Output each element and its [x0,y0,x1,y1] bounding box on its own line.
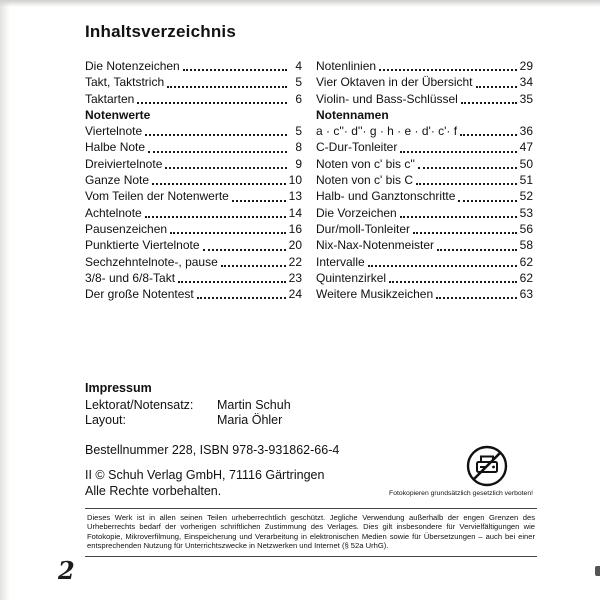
toc-entry-page: 36 [519,124,533,139]
toc-left-column [85,58,302,302]
toc-entry-page: 6 [295,91,302,106]
toc-entry-label: Vom Teilen der Notenwerte [85,189,229,204]
toc-entry-label: Sechzehntelnote-, pause [85,254,218,269]
toc-entry-page: 29 [519,59,533,73]
toc-entry [316,58,533,74]
toc-entry [85,74,302,90]
toc-entry [85,237,302,253]
dot-leader [183,69,287,71]
dot-leader [413,232,517,234]
toc-entry [85,91,302,107]
toc-entry [316,123,533,139]
toc-entry-page: 62 [519,254,533,269]
dot-leader [145,216,286,218]
impressum-row [85,398,291,413]
dot-leader [167,86,287,88]
toc-entry-label: Pausenzeichen [85,221,168,236]
dot-leader [437,249,517,251]
copyright-line: II © Schuh Verlag GmbH, 71116 Gärtringen [85,468,325,482]
dot-leader [416,183,517,185]
toc-entry [85,172,302,188]
toc-entry-page: 16 [288,221,302,236]
toc-entry-label: 3/8- und 6/8-Takt [85,270,176,285]
rights-reserved-line: Alle Rechte vorbehalten. [85,483,222,498]
dot-leader [232,200,286,202]
toc-entry-label: Nix-Nax-Notenmeister [316,238,435,253]
impressum-block [85,381,291,428]
toc-entry [316,91,533,107]
toc-entry-label: Taktarten [85,91,135,106]
dot-leader [418,167,517,169]
toc-entry [316,270,533,286]
toc-entry-label: Takt, Taktstrich [85,75,165,90]
toc-entry-page: 8 [295,140,302,155]
no-photocopy-caption: Fotokopieren grundsätzlich gesetzlich verboten! [389,490,533,497]
page-title: Inhaltsverzeichnis [85,22,236,41]
toc-entry [316,188,533,204]
impressum-row-value: Martin Schuh [217,398,291,412]
toc-entry-page: 20 [288,238,302,253]
toc-entry [85,139,302,155]
toc-entry-page: 56 [519,221,533,236]
dot-leader [368,265,517,267]
toc-entry-label: Dur/moll-Tonleiter [316,221,411,236]
copyright-block [85,468,324,499]
toc-entry-label: Notenwerte [85,107,151,122]
toc-entry-label: Halbe Note [85,140,146,155]
toc-entry-label: Intervalle [316,254,365,269]
toc-entry-page: 9 [295,156,302,171]
toc-entry-page: 4 [295,59,302,73]
toc-entry [316,156,533,172]
toc-entry-label: Noten von c' bis C [316,173,414,188]
dot-leader [400,216,517,218]
no-photocopy-icon [465,444,509,488]
dot-leader [148,151,287,153]
toc-entry-page: 23 [288,270,302,285]
toc-entry-label: C-Dur-Tonleiter [316,140,398,155]
toc-entry-label: Notenlinien [316,59,377,73]
dot-leader [460,134,517,136]
toc-entry [85,156,302,172]
toc-entry-label: Quintenzirkel [316,270,387,285]
toc-entry [316,74,533,90]
dot-leader [389,281,517,283]
toc-entry-page: 24 [288,287,302,302]
toc-entry-page: 5 [295,75,302,90]
toc-entry-label: Die Vorzeichen [316,205,397,220]
toc-entry-page: 62 [519,270,533,285]
toc-entry [85,188,302,204]
toc-entry-label: Punktierte Viertelnote [85,238,200,253]
toc-entry [85,254,302,270]
toc-entry [316,205,533,221]
toc-entry [85,107,302,123]
dot-leader [165,167,287,169]
toc-entry [316,237,533,253]
toc-entry-page: 14 [288,205,302,220]
toc-entry-page: 5 [295,124,302,139]
dot-leader [436,297,516,299]
toc-entry-label: Violin- und Bass-Schlüssel [316,91,458,106]
toc-entry-label: Achtelnote [85,205,142,220]
toc-entry-page: 53 [519,205,533,220]
toc-entry-label: Noten von c' bis c'' [316,156,415,171]
dot-leader [178,281,286,283]
dot-leader [400,151,516,153]
toc-entry-page: 22 [288,254,302,269]
impressum-row-value: Maria Öhler [217,413,283,427]
toc-entry-page: 34 [519,75,533,90]
toc-entry-page: 58 [519,238,533,253]
dot-leader [461,102,517,104]
toc-entry [85,123,302,139]
dot-leader [221,265,286,267]
scan-blemish [595,566,600,576]
impressum-row-label: Lektorat/Notensatz: [85,398,194,412]
toc-entry [316,172,533,188]
no-photocopy-stamp [330,444,533,497]
dot-leader [379,69,517,71]
toc-entry-page: 35 [519,91,533,106]
toc-entry [316,107,533,123]
toc-entry-label: Halb- und Ganztonschritte [316,189,456,204]
table-of-contents [85,58,533,302]
toc-entry [316,221,533,237]
toc-entry-page: 10 [288,173,302,188]
impressum-row-label: Layout: [85,413,127,427]
toc-entry-page: 51 [519,173,533,188]
toc-entry-label: Weitere Musikzeichen [316,287,434,302]
impressum-row [85,413,291,428]
dot-leader [170,232,286,234]
dot-leader [458,200,516,202]
dot-leader [152,183,286,185]
toc-entry [85,286,302,302]
toc-entry-label: Der große Notentest [85,287,194,302]
toc-entry-label: Notennamen [316,107,389,122]
toc-entry [316,139,533,155]
dot-leader [476,86,517,88]
toc-entry [85,58,302,74]
page-number: 2 [58,556,75,585]
impressum-heading: Impressum [85,381,152,395]
toc-entry-page: 47 [519,140,533,155]
legal-fine-print: Dieses Werk ist in allen seinen Teilen urheberrechtlich geschützt. Jegliche Verwendung außerhalb der engen Grenzen des Urheberrechts bedarf der vorherigen schriftlichen Zustimmung des Verlages. Dies gilt insbesondere für Vervielfältigungen wie Fotokopie, Mikroverfilmung, Einspeicherung und Verarbeitung in elektronischen Medien sowie für Übersetzungen – auch bei einer entsprechenden Nutzung für Unterrichtszwecke in Netzwerken und Internet (§ 52a UrhG). [85,508,537,557]
impressum-rows [85,398,291,428]
toc-entry-page: 52 [519,189,533,204]
toc-right-column [316,58,533,302]
toc-entry-label: Die Notenzeichen [85,59,180,73]
toc-entry-page: 13 [288,189,302,204]
bestellnummer-line: Bestellnummer 228, ISBN 978-3-931862-66-4 [85,443,340,457]
toc-entry-label: a · c''· d''· g · h · e · d'· c'· f [316,124,458,139]
toc-entry [316,254,533,270]
toc-entry-label: Viertelnote [85,124,143,139]
dot-leader [137,102,287,104]
toc-entry-page: 63 [519,287,533,302]
dot-leader [197,297,286,299]
toc-entry [85,205,302,221]
toc-entry [85,221,302,237]
toc-entry [85,270,302,286]
dot-leader [203,249,286,251]
toc-entry-label: Dreiviertelnote [85,156,163,171]
toc-entry [316,286,533,302]
dot-leader [145,134,287,136]
toc-entry-label: Vier Oktaven in der Übersicht [316,75,473,90]
toc-entry-label: Ganze Note [85,173,150,188]
toc-entry-page: 50 [519,156,533,171]
